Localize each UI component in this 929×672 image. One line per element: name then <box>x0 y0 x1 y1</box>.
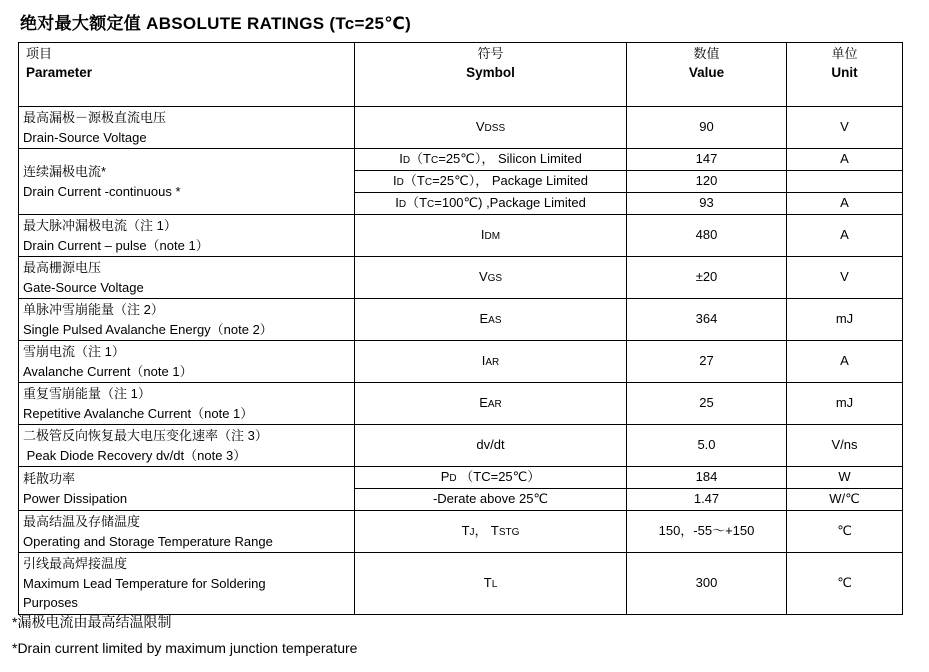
symbol-cell: PD （TC=25℃） <box>355 467 627 489</box>
unit-cell: A <box>787 215 903 257</box>
parameter-line: 二极管反向恢复最大电压变化速率（注 3） <box>23 428 268 443</box>
subscript: C <box>431 155 439 167</box>
parameter-line: 引线最高焊接温度 <box>23 556 128 571</box>
parameter-line: 最大脉冲漏极电流（注 1） <box>23 218 177 233</box>
subscript: DSS <box>484 123 506 135</box>
footnote-en: *Drain current limited by maximum junction temperature <box>12 640 358 656</box>
unit-cell: V/ns <box>787 425 903 467</box>
parameter-line: Drain-Source Voltage <box>23 129 147 145</box>
parameter-line: 重复雪崩能量（注 1） <box>23 386 151 401</box>
parameter-line: Repetitive Avalanche Current（note 1） <box>23 405 254 421</box>
parameter-line: 耗散功率 <box>23 471 76 486</box>
col-header-unit <box>787 43 903 107</box>
table-row <box>19 425 903 467</box>
symbol-cell: ID（TC=25℃）， Package Limited <box>355 171 627 193</box>
parameter-line: Drain Current -continuous * <box>23 183 181 199</box>
symbol-cell: dv/dt <box>355 425 627 467</box>
col-header-value-en: Value <box>688 64 725 80</box>
unit-cell: A <box>787 341 903 383</box>
col-header-parameter <box>19 43 355 107</box>
parameter-line: Gate-Source Voltage <box>23 279 144 295</box>
col-header-value-zh: 数值 <box>693 46 720 61</box>
subscript: C <box>424 177 433 189</box>
table-row <box>19 383 903 425</box>
col-header-symbol <box>355 43 627 107</box>
table-row <box>19 107 903 149</box>
value-cell: 25 <box>627 383 787 425</box>
parameter-line: Operating and Storage Temperature Range <box>23 533 273 549</box>
table-row <box>19 299 903 341</box>
unit-cell: A <box>787 149 903 171</box>
subscript: D <box>402 155 411 167</box>
value-cell: 147 <box>627 149 787 171</box>
subscript: AR <box>485 357 500 369</box>
unit-cell: W <box>787 467 903 489</box>
subscript: D <box>396 177 404 189</box>
parameter-line: 连续漏极电流* <box>23 164 107 179</box>
symbol-cell: ID（TC=25℃）， Silicon Limited <box>355 149 627 171</box>
col-header-unit-en: Unit <box>831 64 858 80</box>
value-cell: 480 <box>627 215 787 257</box>
parameter-cell <box>19 215 355 257</box>
parameter-cell <box>19 341 355 383</box>
symbol-cell: -Derate above 25℃ <box>355 489 627 511</box>
subscript: D <box>398 199 407 211</box>
symbol-cell: IAR <box>355 341 627 383</box>
value-cell: 5.0 <box>627 425 787 467</box>
col-header-symbol-en: Symbol <box>466 64 515 80</box>
unit-cell: ℃ <box>787 511 903 553</box>
table-row <box>19 553 903 615</box>
value-cell: 120 <box>627 171 787 193</box>
subscript: D <box>449 473 457 485</box>
parameter-cell <box>19 511 355 553</box>
unit-cell: W/℃ <box>787 489 903 511</box>
col-header-value <box>627 43 787 107</box>
value-cell: 1.47 <box>627 489 787 511</box>
symbol-cell: EAR <box>355 383 627 425</box>
value-cell: ±20 <box>627 257 787 299</box>
parameter-line: Avalanche Current（note 1） <box>23 363 193 379</box>
parameter-line: Power Dissipation <box>23 490 128 506</box>
table-row <box>19 511 903 553</box>
parameter-cell <box>19 553 355 615</box>
subscript: J <box>469 527 475 539</box>
symbol-cell: TL <box>355 553 627 615</box>
subscript: AS <box>488 315 502 327</box>
unit-cell: ℃ <box>787 553 903 615</box>
parameter-line: Drain Current – pulse（note 1） <box>23 237 209 253</box>
parameter-cell <box>19 467 355 511</box>
parameter-line: 单脉冲雪崩能量（注 2） <box>23 302 164 317</box>
parameter-cell <box>19 383 355 425</box>
symbol-cell: VGS <box>355 257 627 299</box>
value-cell: 150，-55～+150 <box>627 511 787 553</box>
table-body <box>19 107 903 615</box>
subscript: DM <box>484 231 501 243</box>
table-row <box>19 257 903 299</box>
unit-cell: mJ <box>787 383 903 425</box>
col-header-parameter-en: Parameter <box>26 64 93 80</box>
absolute-ratings-table <box>18 42 903 615</box>
page-title: 绝对最大额定值 ABSOLUTE RATINGS (Tc=25℃) <box>20 14 412 33</box>
parameter-line: 最高栅源电压 <box>23 260 102 275</box>
symbol-cell: IDM <box>355 215 627 257</box>
value-cell: 27 <box>627 341 787 383</box>
subscript: L <box>491 578 498 590</box>
unit-cell: mJ <box>787 299 903 341</box>
unit-cell: V <box>787 257 903 299</box>
parameter-cell <box>19 257 355 299</box>
value-cell: 364 <box>627 299 787 341</box>
unit-cell <box>787 171 903 193</box>
symbol-cell: EAS <box>355 299 627 341</box>
table-row <box>19 149 903 171</box>
parameter-cell <box>19 425 355 467</box>
col-header-symbol-zh: 符号 <box>477 46 504 61</box>
subscript: GS <box>487 273 503 285</box>
parameter-line: Peak Diode Recovery dv/dt（note 3） <box>23 447 247 463</box>
subscript: AR <box>487 399 502 411</box>
subscript: STG <box>498 527 520 539</box>
subscript: C <box>427 199 435 211</box>
symbol-cell: VDSS <box>355 107 627 149</box>
symbol-cell: TJ， TSTG <box>355 511 627 553</box>
parameter-cell <box>19 299 355 341</box>
parameter-line: Single Pulsed Avalanche Energy（note 2） <box>23 321 273 337</box>
footnote-zh: *漏极电流由最高结温限制 <box>12 614 172 630</box>
table-row <box>19 215 903 257</box>
col-header-unit-zh: 单位 <box>831 46 858 61</box>
header-row <box>19 43 903 107</box>
col-header-parameter-zh: 项目 <box>26 46 53 61</box>
value-cell: 300 <box>627 553 787 615</box>
unit-cell: V <box>787 107 903 149</box>
value-cell: 90 <box>627 107 787 149</box>
parameter-line: Purposes <box>23 595 78 610</box>
unit-cell: A <box>787 193 903 215</box>
value-cell: 93 <box>627 193 787 215</box>
parameter-line: Maximum Lead Temperature for Soldering <box>23 575 266 591</box>
parameter-cell <box>19 149 355 215</box>
table-header <box>19 43 903 107</box>
parameter-cell <box>19 107 355 149</box>
table-row <box>19 467 903 489</box>
parameter-line: 最高漏极－源极直流电压 <box>23 110 167 125</box>
symbol-cell: ID（TC=100℃) ,Package Limited <box>355 193 627 215</box>
value-cell: 184 <box>627 467 787 489</box>
parameter-line: 雪崩电流（注 1） <box>23 344 125 359</box>
table-row <box>19 341 903 383</box>
parameter-line: 最高结温及存储温度 <box>23 514 141 529</box>
